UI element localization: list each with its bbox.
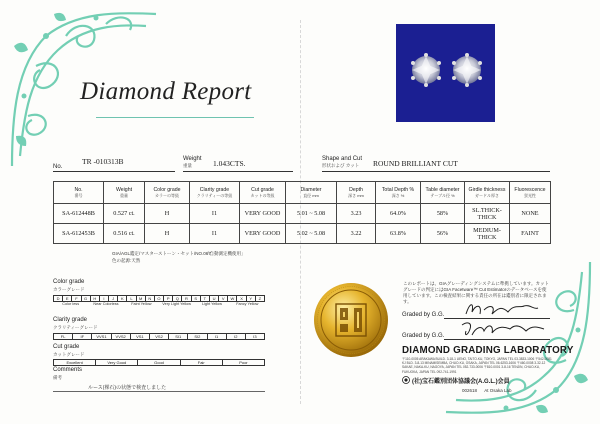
clarity-grade-cell: VVS2	[112, 334, 131, 339]
association-membership: (社)宝石鑑別団体協議会(A.G.L.)会員	[412, 379, 510, 385]
weight-value: 1.043CTS.	[213, 159, 246, 168]
color-grade-cell: K	[118, 296, 127, 301]
color-scale-jp: カラーグレード	[53, 287, 85, 292]
clarity-scale-bar	[53, 333, 265, 340]
color-grade-cell: O	[155, 296, 164, 301]
color-scale-categories	[53, 302, 265, 306]
graded-by-label-2: Graded by G.G.	[402, 333, 445, 339]
color-category: Light Yellow	[201, 302, 222, 306]
weight-label: Weight 重量	[183, 156, 202, 168]
clarity-grade-cell: I3	[253, 334, 257, 339]
table-cell: 3.23	[337, 204, 376, 224]
comments-rule	[53, 391, 265, 392]
color-grade-cell: I	[100, 296, 109, 301]
column-header: Girdle thickness ガードル厚さ	[465, 182, 510, 204]
table-cell: VERY GOOD	[240, 224, 286, 244]
color-grade-cell: E	[63, 296, 72, 301]
color-grade-cell: M	[137, 296, 146, 301]
cut-grade-cell: Excellent	[54, 360, 96, 365]
color-scale-bar	[53, 295, 265, 302]
signature-line-2	[444, 339, 550, 340]
clarity-scale-title: Clarity grade	[53, 317, 88, 323]
graded-by-label-1: Graded by G.G.	[402, 312, 445, 318]
color-grade-cell: N	[146, 296, 155, 301]
color-category: Fancy Yellow	[236, 302, 259, 306]
report-title: Diamond Report	[80, 78, 252, 105]
color-grade-cell: S	[192, 296, 201, 301]
clarity-grade-cell: VS1	[131, 334, 150, 339]
column-header: Cut grade カットの等級	[240, 182, 286, 204]
color-scale-title: Color grade	[53, 279, 85, 285]
clarity-grade-cell: SI2	[188, 334, 207, 339]
clarity-grade-cell: VS2	[150, 334, 169, 339]
table-cell: MEDIUM-THICK	[465, 224, 510, 244]
table-cell: FAINT	[510, 224, 551, 244]
grading-table	[53, 181, 551, 244]
color-origin-note: 色の起源:天然	[112, 258, 141, 263]
color-grade-cell: G	[82, 296, 91, 301]
table-cell: 56%	[421, 224, 465, 244]
report-number-rule	[53, 171, 175, 172]
table-row	[54, 204, 551, 224]
table-cell: H	[145, 204, 190, 224]
column-header: Fluorescence 蛍光性	[510, 182, 551, 204]
table-cell: 63.8%	[376, 224, 421, 244]
color-grade-cell: H	[91, 296, 100, 301]
report-number-value: TR -010313B	[82, 157, 124, 166]
table-cell: SA-612453B	[54, 224, 104, 244]
report-number-label: No.	[53, 164, 63, 170]
column-header: Diameter 直径 mm	[286, 182, 337, 204]
color-grade-cell: Q	[173, 296, 182, 301]
association-logo-icon	[402, 376, 410, 384]
table-cell: I1	[190, 224, 240, 244]
table-cell: 5.02 ~ 5.08	[286, 224, 337, 244]
color-category: Faint Yellow	[131, 302, 152, 306]
color-category: Color less	[62, 302, 80, 306]
shape-cut-value: ROUND BRILLIANT CUT	[373, 159, 458, 168]
color-grade-cell: Z	[258, 296, 262, 301]
column-header: Color grade カラーの等級	[145, 182, 190, 204]
color-grade-cell: D	[54, 296, 63, 301]
cut-scale-jp: カットグレード	[53, 352, 85, 357]
title-underline	[96, 117, 254, 118]
clarity-scale-jp: クラリティーグレード	[53, 325, 98, 330]
table-cell: SL.THICK-THICK	[465, 204, 510, 224]
color-category: Near Colorless	[93, 302, 119, 306]
cut-grade-cell: Fair	[181, 360, 223, 365]
color-grade-cell: P	[164, 296, 173, 301]
comments-title: Comments	[53, 367, 83, 373]
table-cell: I1	[190, 204, 240, 224]
column-header: No. 番号	[54, 182, 104, 204]
shape-cut-label: Shape and Cut 形状および カット	[322, 156, 363, 168]
cut-grade-cell: Very Good	[96, 360, 138, 365]
measurement-note: 「自動測定機使用」	[205, 251, 246, 256]
table-cell: 0.527 ct.	[104, 204, 145, 224]
column-header: Weight 重量	[104, 182, 145, 204]
certificate-number	[462, 388, 512, 393]
signature-2	[458, 319, 548, 339]
clarity-grade-cell: IF	[73, 334, 92, 339]
grading-system-note: このレポートは、GIAグレーディングシステムに準拠しています。カットグレードの判定にはGIA Facetware™ Cut Estimatorのデータベースを使用しています。この検査結果に関する責任の所在は鑑別者に限定されます。	[403, 281, 549, 304]
color-grade-cell: J	[109, 296, 118, 301]
color-grade-cell: F	[72, 296, 81, 301]
table-cell: 5.01 ~ 5.08	[286, 204, 337, 224]
color-category: Very Light Yellow	[162, 302, 191, 306]
clarity-grade-cell: I1	[208, 334, 227, 339]
table-cell: SA-612448B	[54, 204, 104, 224]
table-cell: VERY GOOD	[240, 204, 286, 224]
clarity-grade-cell: SI1	[169, 334, 188, 339]
cut-scale-bar	[53, 359, 265, 366]
certificate-lab: At Osaka Lab	[484, 388, 512, 393]
table-cell: 64.0%	[376, 204, 421, 224]
column-header: Total Depth % 深さ %	[376, 182, 421, 204]
laboratory-address: 〒110-0005 ARAKAWA BUILD. 3-18-1 UENO, TAITO-KU, TOKYO, JAPAN TEL 03-3833-1006 〒542-0081 KJ BLD. 3-8-13 MINAMISEMBA, CHUO-KU, OSAKA, JAPAN TEL 06-6253-1606 〒460-0008 3-32-12 SAKAE, NAKA-KU, NAGOYA, JAPAN TEL 052-733-0006 〒810-0001 3-8-16 TENJIN, CHUO-KU, FUKUOKA, JAPAN TEL 092-741-1991	[402, 357, 552, 374]
clarity-grade-cell: FL	[54, 334, 73, 339]
signature-1	[462, 300, 542, 318]
color-grade-cell: R	[182, 296, 191, 301]
table-cell: NONE	[510, 204, 551, 224]
clarity-grade-cell: I2	[227, 334, 246, 339]
comments-text: ルース(裸石)の状態で検査しました	[88, 385, 167, 391]
weight-rule	[183, 171, 293, 172]
column-header: Table diameter テーブル径 %	[421, 182, 465, 204]
column-header: Depth 深さ mm	[337, 182, 376, 204]
color-grade-cell: X	[237, 296, 246, 301]
color-grade-cell: Y	[247, 296, 256, 301]
color-grade-cell: W	[228, 296, 237, 301]
cut-grade-cell: Good	[138, 360, 180, 365]
comments-jp: 備考	[53, 375, 62, 380]
cut-scale-title: Cut grade	[53, 344, 80, 350]
shape-cut-rule	[322, 171, 550, 172]
color-grade-cell: T	[201, 296, 210, 301]
color-grade-cell: U	[210, 296, 219, 301]
column-header: Clarity grade クラリティーの等級	[190, 182, 240, 204]
table-cell: 58%	[421, 204, 465, 224]
cut-grade-cell: Poor	[239, 360, 248, 365]
diamond-photo	[396, 24, 495, 122]
table-header-row	[54, 182, 551, 204]
clarity-grade-cell: VVS1	[92, 334, 111, 339]
table-cell: 0.516 ct.	[104, 224, 145, 244]
origin-note: GIA/AGL鑑定/マスターストーン・セット/NO.067	[112, 251, 211, 256]
table-cell: H	[145, 224, 190, 244]
color-grade-cell: V	[219, 296, 228, 301]
gold-seal	[313, 282, 389, 358]
earring-pair-icon	[396, 24, 495, 122]
color-grade-cell: L	[127, 296, 136, 301]
table-row	[54, 224, 551, 244]
table-cell: 3.22	[337, 224, 376, 244]
laboratory-name: DIAMOND GRADING LABORATORY	[402, 345, 574, 356]
certificate-serial: 002618	[462, 388, 478, 393]
